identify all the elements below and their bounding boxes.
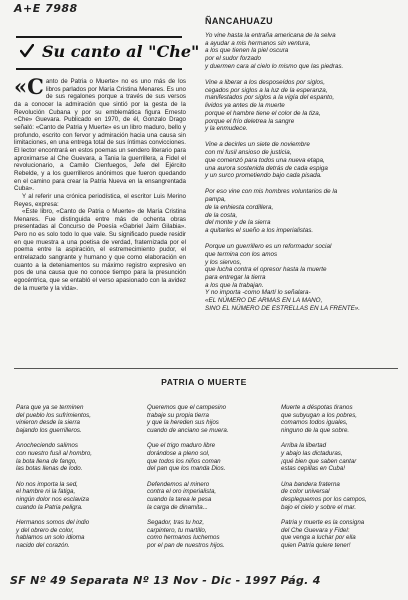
verse-line: porque el hambre tiene el color de la tiza, [205, 109, 321, 117]
verse-line: por el pan de nuestros hijos. [147, 541, 225, 549]
verse-line: de la costa, [205, 211, 238, 219]
verse-line: trabaje su propia tierra [147, 411, 209, 419]
verse-line: cuando la Patria peligra. [16, 503, 83, 511]
stanza [147, 442, 265, 472]
verse-line: quien Patria quiere tener! [281, 541, 351, 549]
verse-line: del pan que los manda Dios. [147, 465, 226, 473]
verse-line: como hermanos luchemos [147, 534, 220, 542]
verse-line: por el sudor forzado [205, 55, 262, 63]
verse-line: ninguno de la que sobre. [281, 426, 350, 434]
verse-line: la bota llena de fango, [16, 457, 77, 465]
stanza [147, 404, 265, 434]
verse-line: a los que la trabajan. [205, 281, 264, 289]
verse-line: y abajo las dictaduras, [281, 449, 343, 457]
verse-line: que venga a luchar por ella [281, 534, 356, 542]
verse-line: Hermanos somos del indio [16, 519, 90, 527]
verse-line: estas cepillas en Cuba! [281, 465, 345, 473]
stanza [281, 481, 399, 511]
stanza [16, 442, 134, 472]
poem-body [205, 32, 405, 321]
verse-line: que todos los niños coman [147, 457, 221, 465]
verse-line: «EL NÚMERO DE ARMAS EN LA MANO, [205, 297, 323, 305]
verse-line: del Che Guevara y Fidel: [281, 526, 350, 534]
verse-line: No nos importa la sed, [16, 480, 78, 488]
verse-line: y que la hereden sus hijos [147, 419, 219, 427]
verse-line: pampa, [205, 196, 227, 204]
verse-line: la carga de dinamita... [147, 503, 208, 511]
verse-line: y duermen cara al cielo lo mismo que las piedras. [205, 62, 344, 70]
verse-line: del monte y de la sierra [205, 219, 271, 227]
article-title: Su canto al "Che" [42, 42, 200, 61]
verse-line: y del obrero de color, [16, 526, 74, 534]
verse-line: que lucha contra el opresor hasta la muerte [205, 266, 327, 274]
verse-line: con nuestro fusil al hombro, [16, 449, 93, 457]
verse-line: una aurora sostenida detrás de cada espiga [205, 164, 328, 172]
verse-line: bajo el cielo y sobre el mar. [281, 503, 357, 511]
verse-line: Patria y muerte es la consigna [281, 519, 365, 527]
stanza [205, 188, 405, 234]
verse-line: Arriba la libertad [281, 442, 327, 450]
verse-line: Vine a liberar a los desposeídos por siglos, [205, 79, 325, 87]
verse-line: Segador, tras tu hoz, [147, 519, 205, 527]
verse-line: a los que tienen la piel oscura [205, 47, 289, 55]
verse-line: que subyugan a los pobres, [281, 411, 358, 419]
verse-line: cuando la tarea le pesa [147, 495, 212, 503]
poem-title: PATRIA O MUERTE [161, 377, 247, 387]
stanza [205, 141, 405, 180]
verse-line: Una bandera fraterna [281, 480, 340, 488]
verse-line: Vine a decirles un siete de noviembre [205, 141, 310, 149]
verse-line: Queremos que el campesino [147, 404, 227, 411]
stanza [205, 243, 405, 312]
verse-line: hablamos un solo idioma [16, 534, 85, 542]
stanza [16, 481, 134, 511]
verse-line: cegados por siglos a la luz de la esperanza, [205, 86, 328, 94]
verse-line: que comenzó para todos una nueva etapa, [205, 156, 325, 164]
verse-line: nacido del corazón. [16, 541, 70, 549]
stanza [16, 519, 134, 549]
verse-line: despleguemos por los campos, [281, 495, 367, 503]
verse-line: y la enmudece. [205, 125, 248, 133]
verse-line: de la enhiesta cordillera, [205, 203, 274, 211]
verse-line: manifestados por siglos a la vigía del espanto, [205, 94, 335, 102]
verse-line: Porque un guerrillero es un reformador social [205, 243, 332, 251]
verse-line: SINO EL NÚMERO DE ESTRELLAS EN LA FRENTE». [205, 304, 361, 312]
verse-line: dorándose a pleno sol, [147, 449, 210, 457]
verse-line: a quitarles el sueño a los imperialistas. [205, 226, 314, 234]
handwritten-note: A+E 7988 [14, 2, 78, 15]
verse-line: y los siervos, [205, 258, 242, 266]
verse-line: del pueblo los sufrimientos, [16, 411, 91, 419]
poem-column [16, 404, 134, 558]
poem-column [281, 404, 399, 558]
poem-title: ÑANCAHUAZU [205, 16, 273, 26]
verse-line: bajando los guerrilleros. [16, 426, 82, 434]
verse-line: Yo vine hasta la entraña americana de la selva [205, 32, 336, 39]
verse-line: porque el frío deletrea la sangre [205, 117, 295, 125]
verse-line: a ayudar a mis hermanos sin ventura, [205, 39, 311, 47]
stanza [281, 442, 399, 472]
article-paragraph: Y al referir una crónica periodística, el escritor Luis Merino Reyes, expresa: [14, 192, 186, 208]
verse-line: Muerte a déspotas tiranos [281, 404, 353, 411]
verse-line: Para que ya se terminen [16, 404, 84, 411]
verse-line: contra el oro imperialista, [147, 488, 217, 496]
article-paragraph: «Canto de Patria o Muerte» no es uno más de los libros parlados por María Cristina Menares. Es uno de sus regalones porque a través de sus versos da a conocer la admiración que sintió por la gesta de la Revolución Cubana y por su emblemática figura Ernesto «Che» Guevara. Publicado en 1970, de él, Gonzalo Drago señaló: «Canto de Patria y Muerte» es un libro maduro, bello y profundo, escrito con fervor y admiración hacia una causa sin limitaciones, en una entrega total de sus íntimas convicciones. El lector encontrará en estos poemas un sendero literario para aproximarse al Che Guevara, a Tania la guerrillera, a Fidel el revolucionario, a Camilo Cienfuegos, Jefe del Ejército Rebelde, y a los guerrilleros anónimos que fueron quedando en el camino para crear la Patria Nueva en la ensangrentada Cuba». [14, 74, 186, 193]
verse-line: Que el trigo maduro libre [147, 442, 216, 450]
verse-line: ningún dolor nos esclaviza [16, 495, 89, 503]
verse-line: Y no importa -como Martí lo señalara- [205, 289, 311, 297]
verse-line: lividos ya antes de la muerte [205, 102, 285, 110]
article-body [14, 74, 186, 292]
article-title-box [16, 36, 200, 70]
drop-cap: «C [14, 74, 44, 99]
article-paragraph: «Este libro, «Canto de Patria o Muerte» de María Cristina Menares. Fue distinguida entre más de ochenta obras presentadas al Concurso de Poesía «Gabriel Jaim Gilabia». Pero no es solo todo lo que vale. Su significado puede residir en que muestra a una poetisa de verdad, fraternizada por el poema entre la aspiración, el estremecimiento pudor, el entrelazado sangrante y humano y que como elaboración en cuanto a la deteniamentos su máximo registro expresivo en pos de una causa que no conoce tiempo para la presunción egocéntrica, que se entabló el verso apasionado con la avidez de la muerte y la vida». [14, 208, 186, 292]
verse-line: cuando de anciano se muera. [147, 426, 229, 434]
stanza [281, 404, 399, 434]
stanza [147, 481, 265, 511]
verse-line: y un surco prometiendo bajo cada pisada. [205, 172, 322, 180]
verse-line: carpintero, tu martillo, [147, 526, 207, 534]
poem-column [147, 404, 265, 558]
handwritten-footer-note: SF Nº 49 Separata Nº 13 Nov - Dic - 1997 Pág. 4 [10, 574, 321, 587]
divider [14, 368, 398, 369]
verse-line: para entregar la tierra [205, 273, 266, 281]
stanza [205, 79, 405, 133]
verse-line: Por eso vine con mis hombres voluntarios de la [205, 188, 338, 196]
verse-line: Anocheciendo salimos [16, 442, 78, 450]
verse-line: ¡qué bien que saben cantar [281, 457, 357, 465]
stanza [16, 404, 134, 434]
verse-line: las botas llenas de lodo. [16, 465, 83, 473]
verse-line: con mi fusil ansioso de justicia, [205, 149, 292, 157]
verse-line: Defendemos al minero [147, 480, 210, 488]
verse-line: que termina con los amos [205, 250, 278, 258]
verse-line: de color universal [281, 488, 330, 496]
verse-line: el hambre ni la fatiga, [16, 488, 76, 496]
stanza [205, 32, 405, 71]
checkmark-icon [20, 44, 34, 58]
stanza [147, 519, 265, 549]
verse-line: vinieron desde la sierra [16, 419, 80, 427]
stanza [281, 519, 399, 549]
verse-line: comamos todos iguales, [281, 419, 348, 427]
